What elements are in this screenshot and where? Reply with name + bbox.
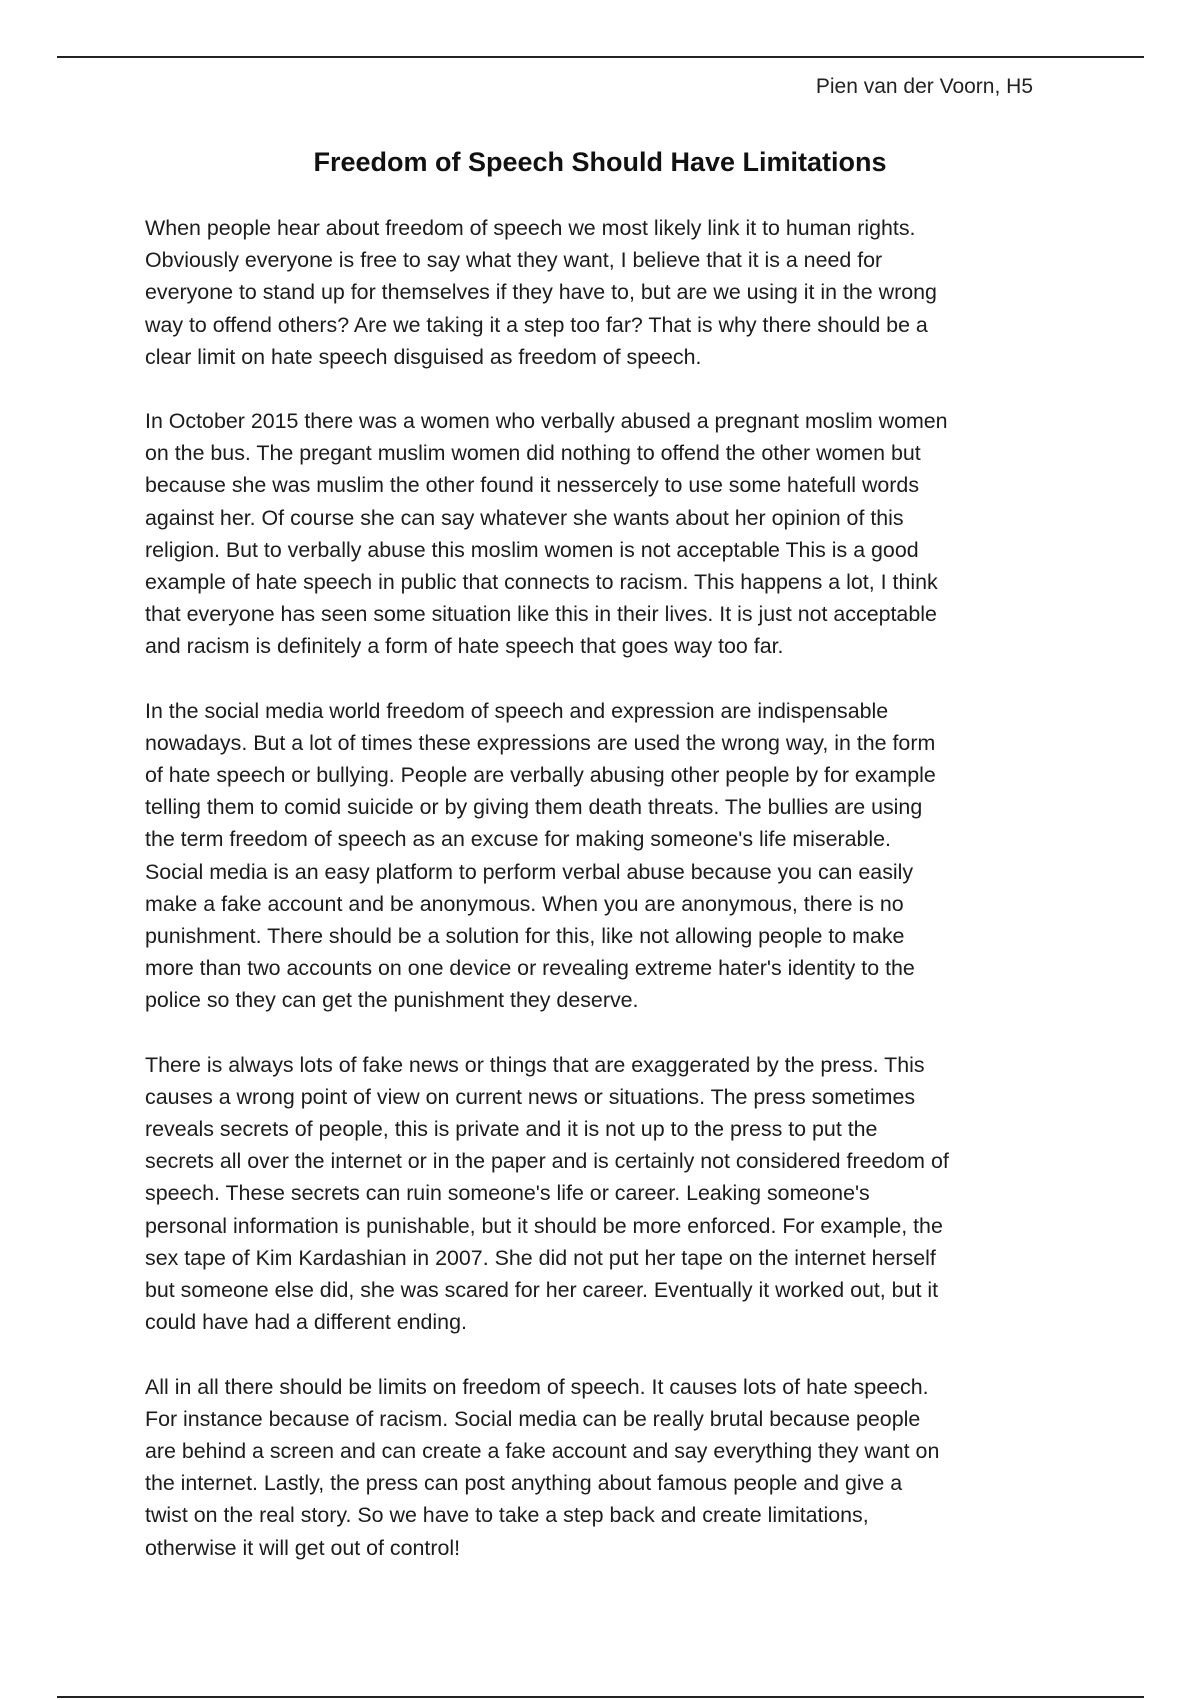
footer-rule [57, 1696, 1144, 1698]
header-rule [57, 56, 1144, 58]
document-title: Freedom of Speech Should Have Limitations [313, 147, 887, 177]
paragraph-introduction: When people hear about freedom of speech we most likely link it to human rights. Obviously everyone is free to say what they want, I believe that it is a need for everyone to stand up for themselves if they have to, but are we using it in the wrong way to offend others? Are we taking it a step too far? That is why there should be a clear limit on hate speech disguised as freedom of speech. [145, 216, 937, 369]
paragraph-press: There is always lots of fake news or things that are exaggerated by the press. This causes a wrong point of view on current news or situations. The press sometimes reveals secrets of people, this is private and it is not up to the press to put the secrets all over the internet or in the paper and is certainly not considered freedom of speech. These secrets can ruin someone's life or career. Leaking someone's personal information is punishable, but it should be more enforced. For example, the sex tape of Kim Kardashian in 2007. She did not put her tape on the internet herself but someone else did, she was scared for her career. Eventually it worked out, but it could have had a different ending. [145, 1052, 949, 1335]
paragraph-conclusion: All in all there should be limits on freedom of speech. It causes lots of hate speech. For instance because of racism. Social media can be really brutal because people are behind a screen and can create a fake account and say everything they want on the internet. Lastly, the press can post anything about famous people and give a twist on the real story. So we have to take a step back and create limitations, otherwise it will get out of control! [145, 1374, 940, 1560]
author-line: Pien van der Voorn, H5 [815, 75, 1033, 98]
paragraph-social-media: In the social media world freedom of speech and expression are indispensable nowadays. But a lot of times these expressions are used the wrong way, in the form of hate speech or bullying. People are verbally abusing other people by for example telling them to comid suicide or by giving them death threats. The bullies are using the term freedom of speech as an excuse for making someone's life miserable. Social media is an easy platform to perform verbal abuse because you can easily make a fake account and be anonymous. When you are anonymous, there is no punishment. There should be a solution for this, like not allowing people to make more than two accounts on one device or revealing extreme hater's identity to the police so they can get the punishment they deserve. [145, 698, 936, 1013]
essay-body [145, 212, 1075, 1596]
paragraph-racism-example: In October 2015 there was a women who verbally abused a pregnant moslim women on the bus. The pregant muslim women did nothing to offend the other women but because she was muslim the other found it nessercely to use some hatefull words against her. Of course she can say whatever she wants about her opinion of this religion. But to verbally abuse this moslim women is not acceptable This is a good example of hate speech in public that connects to racism. This happens a lot, I think that everyone has seen some situation like this in their lives. It is just not acceptable and racism is definitely a form of hate speech that goes way too far. [145, 409, 948, 659]
